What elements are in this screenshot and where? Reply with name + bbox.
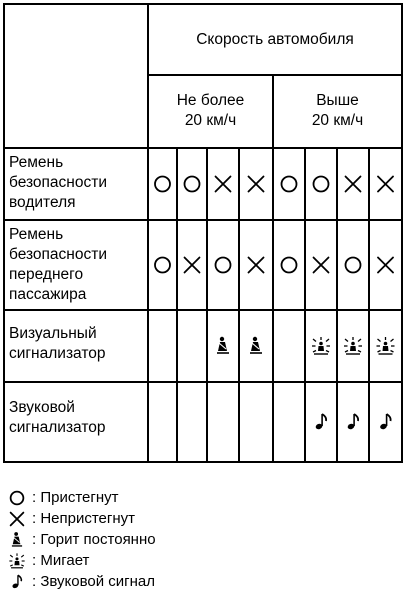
legend-note-icon bbox=[6, 573, 30, 591]
legend-text: : Пристегнут bbox=[32, 489, 119, 506]
speed-group-high-line2: 20 км/ч bbox=[311, 112, 364, 129]
row-label-line: сигнализатор bbox=[9, 419, 106, 436]
circle-icon bbox=[282, 258, 297, 273]
cross-icon bbox=[378, 177, 393, 192]
lamp-flash-icon bbox=[344, 337, 362, 354]
legend-lamp-on-icon bbox=[6, 531, 30, 549]
legend-lamp-flash-icon bbox=[6, 552, 30, 570]
legend-item bbox=[6, 510, 135, 528]
cross-icon bbox=[216, 177, 231, 192]
circle-icon bbox=[155, 258, 170, 273]
cross-icon bbox=[314, 258, 329, 273]
speed-group-low-line1: Не более bbox=[176, 92, 245, 109]
row-label-line: Звуковой bbox=[9, 399, 75, 416]
cross-icon bbox=[378, 258, 393, 273]
circle-icon bbox=[216, 258, 231, 273]
lamp-on-icon bbox=[12, 532, 22, 546]
circle-icon bbox=[11, 492, 24, 505]
legend-text: : Звуковой сигнал bbox=[32, 573, 156, 590]
note-icon bbox=[347, 414, 358, 430]
circle-icon bbox=[155, 177, 170, 192]
legend-text: : Горит постоянно bbox=[32, 531, 156, 548]
note-icon bbox=[379, 414, 390, 430]
lamp-flash-icon bbox=[312, 337, 330, 354]
circle-icon bbox=[185, 177, 200, 192]
row-label-line: безопасности bbox=[9, 174, 107, 191]
cross-icon bbox=[11, 513, 24, 526]
row-label-line: пассажира bbox=[9, 286, 87, 303]
header-title: Скорость автомобиля bbox=[196, 31, 354, 48]
cross-icon bbox=[249, 258, 264, 273]
legend-text: : Мигает bbox=[32, 552, 90, 569]
legend-text: : Непристегнут bbox=[32, 510, 136, 527]
row-label-line: водителя bbox=[9, 194, 76, 211]
cross-icon bbox=[185, 258, 200, 273]
legend bbox=[6, 489, 306, 599]
lamp-flash-icon bbox=[9, 553, 24, 567]
legend-circle-icon bbox=[6, 489, 30, 507]
row-label-line: Ремень bbox=[9, 154, 64, 171]
lamp-on-icon bbox=[217, 337, 229, 353]
speed-group-high-line1: Выше bbox=[316, 92, 359, 109]
row-label-line: сигнализатор bbox=[9, 345, 106, 362]
row-label-line: безопасности bbox=[9, 246, 107, 263]
legend-cross-icon bbox=[6, 510, 30, 528]
lamp-on-icon bbox=[250, 337, 262, 353]
legend-item bbox=[6, 489, 119, 507]
note-icon bbox=[315, 414, 326, 430]
lamp-flash-icon bbox=[377, 337, 395, 354]
legend-item bbox=[6, 552, 89, 570]
row-label-line: переднего bbox=[9, 266, 84, 283]
row-label-line: Ремень bbox=[9, 226, 64, 243]
legend-item bbox=[6, 573, 155, 591]
speed-group-low-line2: 20 км/ч bbox=[184, 112, 237, 129]
circle-icon bbox=[314, 177, 329, 192]
note-icon bbox=[12, 575, 22, 589]
circle-icon bbox=[282, 177, 297, 192]
circle-icon bbox=[346, 258, 361, 273]
legend-item bbox=[6, 531, 156, 549]
row-label-line: Визуальный bbox=[9, 325, 97, 342]
cross-icon bbox=[346, 177, 361, 192]
cross-icon bbox=[249, 177, 264, 192]
